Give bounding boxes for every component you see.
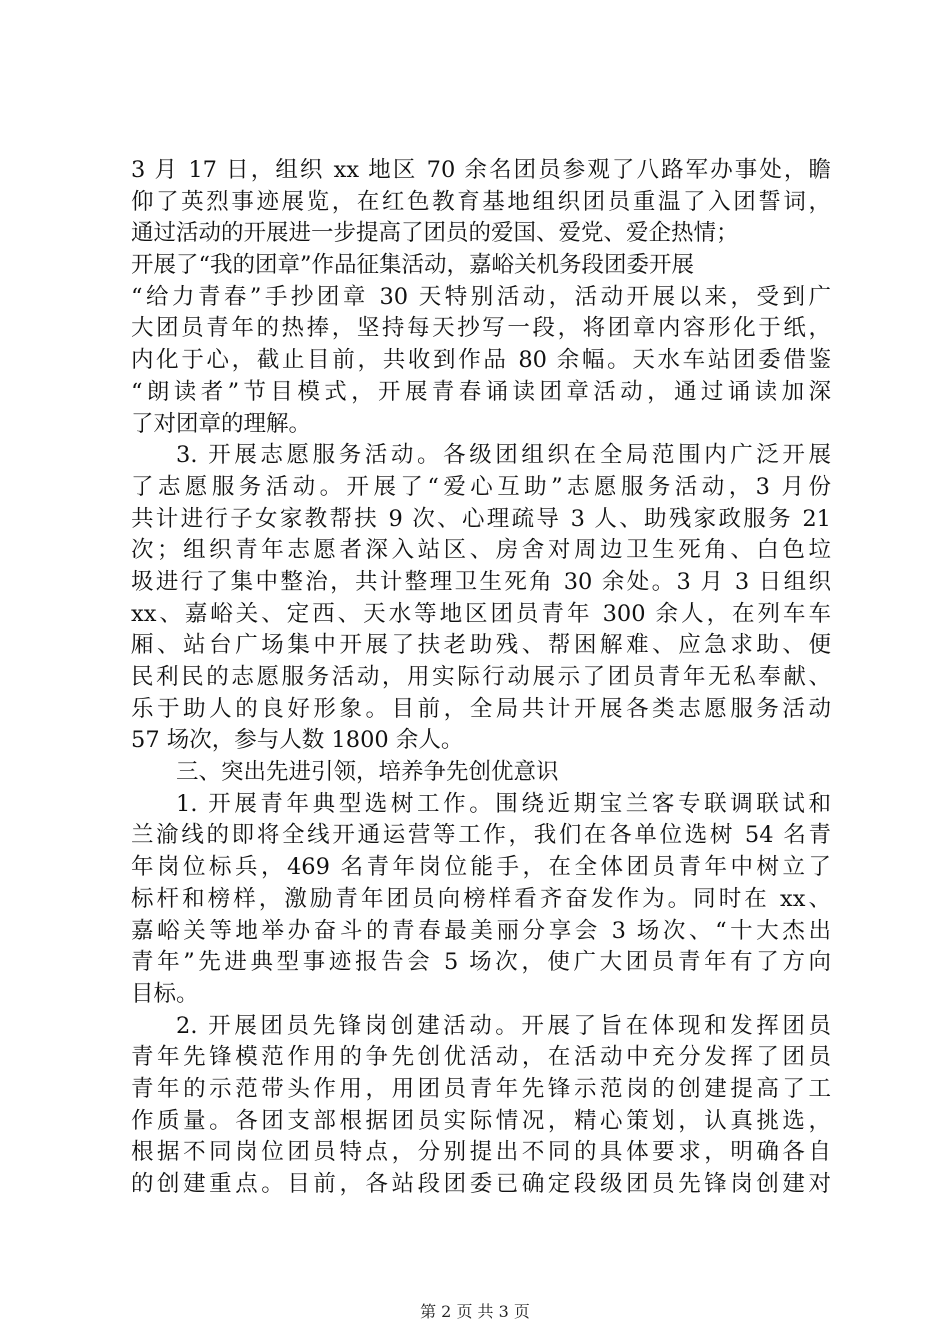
text-line: 大团员青年的热捧，坚持每天抄写一段，将团章内容形化于纸， [131, 315, 831, 342]
text-line: 共计进行子女家教帮扶 9 次、心理疏导 3 人、助残家政服务 21 [131, 505, 831, 532]
text-line: 青年先锋模范作用的争先创优活动，在活动中充分发挥了团员 [131, 1044, 831, 1071]
text-line: 作质量。各团支部根据团员实际情况，精心策划，认真挑选， [131, 1107, 831, 1134]
text-line: 兰渝线的即将全线开通运营等工作，我们在各单位选树 54 名青 [131, 822, 831, 849]
text-line: 嘉峪关等地举办奋斗的青春最美丽分享会 3 场次、“十大杰出 [131, 917, 831, 944]
document-body [131, 155, 831, 1201]
text-line: 通过活动的开展进一步提高了团员的爱国、爱党、爱企热情； [131, 220, 739, 247]
text-line: 57 场次，参与人数 1800 余人。 [131, 727, 464, 754]
text-line: 三、突出先进引领，培养争先创优意识 [176, 759, 559, 786]
text-line: 3. 开展志愿服务活动。各级团组织在全局范围内广泛开展 [176, 442, 831, 469]
text-line: xx、嘉峪关、定西、天水等地区团员青年 300 余人，在列车车 [131, 600, 831, 627]
text-line: 青年的示范带头作用，用团员青年先锋示范岗的创建提高了工 [131, 1075, 831, 1102]
text-line: 年岗位标兵，469 名青年岗位能手，在全体团员青年中树立了 [131, 854, 831, 881]
text-line: 的创建重点。目前，各站段团委已确定段级团员先锋岗创建对 [131, 1171, 831, 1197]
text-line: 次；组织青年志愿者深入站区、房舍对周边卫生死角、白色垃 [131, 537, 831, 564]
text-line: 3 月 17 日，组织 xx 地区 70 余名团员参观了八路军办事处，瞻 [131, 157, 831, 183]
text-line: 厢、站台广场集中开展了扶老助残、帮困解难、应急求助、便 [131, 632, 831, 659]
text-line: 青年”先进典型事迹报告会 5 场次，使广大团员青年有了方向 [131, 949, 831, 976]
text-line: 内化于心，截止目前，共收到作品 80 余幅。天水车站团委借鉴 [131, 347, 831, 374]
text-line: “给力青春”手抄团章 30 天特别活动，活动开展以来，受到广 [131, 283, 831, 310]
text-line: 民利民的志愿服务活动，用实际行动展示了团员青年无私奉献、 [131, 664, 831, 690]
text-line: 开展了“我的团章”作品征集活动，嘉峪关机务段团委开展 [131, 252, 695, 279]
page-footer: 第 2 页 共 3 页 [420, 1302, 530, 1321]
text-line: 了志愿服务活动。开展了“爱心互助”志愿服务活动，3 月份 [131, 473, 831, 500]
text-line: 1. 开展青年典型选树工作。围绕近期宝兰客专联调联试和 [176, 790, 831, 817]
text-line: 了对团章的理解。 [131, 410, 312, 437]
text-line: 仰了英烈事迹展览，在红色教育基地组织团员重温了入团誓词， [131, 188, 831, 215]
text-line: “朗读者”节目模式，开展青春诵读团章活动，通过诵读加深 [131, 378, 831, 405]
text-line: 目标。 [131, 980, 199, 1007]
text-line: 根据不同岗位团员特点，分别提出不同的具体要求，明确各自 [131, 1139, 831, 1166]
text-line: 乐于助人的良好形象。目前，全局共计开展各类志愿服务活动 [131, 695, 831, 722]
text-line: 圾进行了集中整治，共计整理卫生死角 30 余处。3 月 3 日组织 [131, 568, 831, 595]
text-line: 2. 开展团员先锋岗创建活动。开展了旨在体现和发挥团员 [176, 1012, 831, 1039]
text-line: 标杆和榜样，激励青年团员向榜样看齐奋发作为。同时在 xx、 [131, 885, 831, 912]
